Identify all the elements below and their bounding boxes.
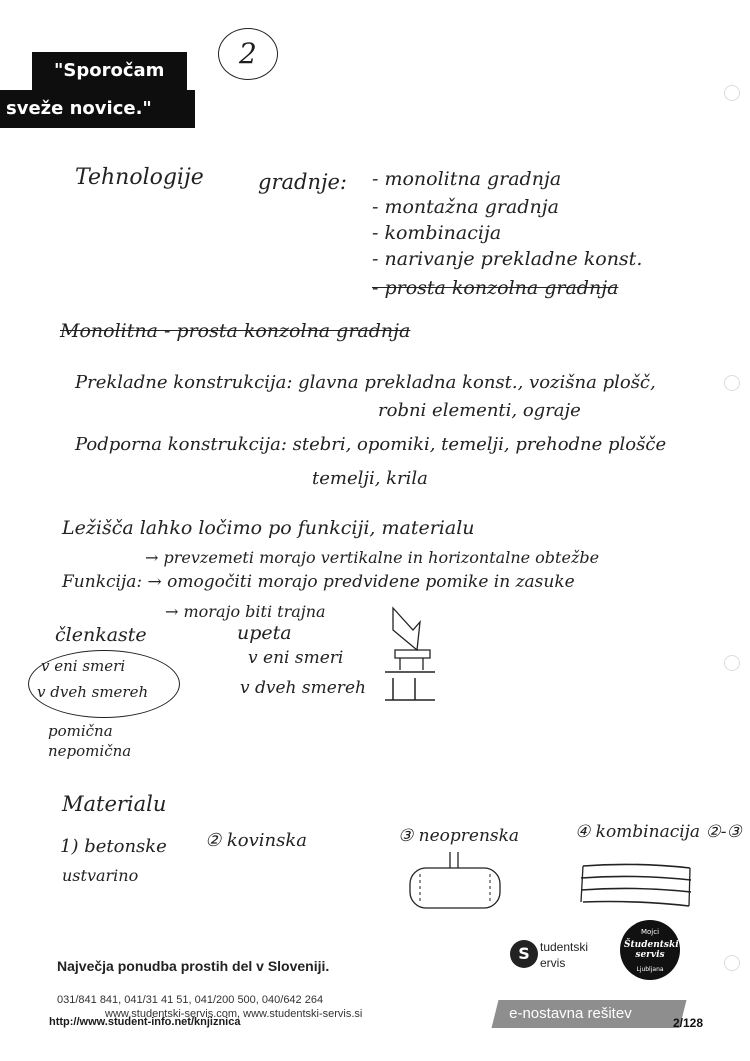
slogan-banner-line2: sveže novice."	[6, 98, 152, 119]
nepomicna-label: nepomična	[48, 742, 132, 760]
moj-studentski-servis-seal	[620, 920, 680, 980]
oval-line2: v dveh smereh	[37, 683, 149, 701]
footer-slogan: Največja ponudba prostih del v Sloveniji.	[57, 958, 330, 974]
list-item-montazna: - montažna gradnja	[372, 196, 559, 218]
podporna-konstrukcija: Podporna konstrukcija: stebri, opomiki, temelji, prehodne plošče	[75, 434, 667, 455]
funkcija-arrow-b: → morajo biti trajna	[165, 602, 326, 621]
struck-line-monolitna: Monolitna - prosta konzolna gradnja	[60, 320, 411, 342]
punch-hole-4	[724, 955, 740, 971]
prekladne-konstrukcija: Prekladne konstrukcija: glavna prekladna konst., vozišna plošč,	[75, 372, 656, 393]
neoprenska-label: ③ neoprenska	[398, 826, 520, 846]
list-item-kombinacija: - kombinacija	[372, 222, 502, 244]
kovinska-label: ② kovinska	[205, 830, 307, 851]
clenkaste-label: členkaste	[55, 624, 147, 646]
page-marker: 2	[239, 37, 257, 70]
kombinacija-label: ④ kombinacija ②-③	[575, 822, 742, 842]
ustvarino-label: ustvarino	[62, 866, 139, 885]
materialu-heading: Materialu	[62, 792, 167, 816]
enostavna-banner	[492, 1000, 687, 1028]
betonske-label: 1) betonske	[60, 836, 167, 857]
v-eni-smeri-label: v eni smeri	[248, 648, 344, 668]
podporna-cont: temelji, krila	[312, 468, 428, 489]
list-item-monolitna: - monolitna gradnja	[372, 168, 562, 190]
logo-text-line2: ervis	[540, 956, 566, 970]
footer-link[interactable]: http://www.student-info.net/knjiznica	[49, 1016, 241, 1028]
list-item-struck: - prosta konzolna gradnja	[372, 277, 619, 299]
bearing-sketch	[375, 600, 445, 715]
prekladne-cont: robni elementi, ograje	[378, 400, 581, 421]
seal-bottom: Ljubljana	[636, 966, 664, 973]
punch-hole-2	[724, 375, 740, 391]
funkcija-line: Funkcija: → omogočiti morajo predvidene pomike in zasuke	[62, 572, 575, 592]
footer-phones: 031/841 841, 041/31 41 51, 041/200 500, 040/642 264	[57, 994, 324, 1006]
pomicna-label: pomična	[48, 722, 113, 740]
logo-icon: S	[510, 940, 538, 968]
punch-hole-3	[724, 655, 740, 671]
page-number: 2/128	[673, 1016, 704, 1030]
seal-main: Študentski servis	[624, 940, 679, 960]
upeta-label: upeta	[237, 622, 292, 644]
studentski-servis-logo	[510, 932, 602, 978]
oval-line1: v eni smeri	[41, 657, 126, 675]
slogan-banner-line1: "Sporočam	[54, 60, 165, 81]
v-dveh-smereh-label: v dveh smereh	[240, 678, 366, 698]
footer-web: www.studentski-servis.com, www.studentski-servis.si	[105, 1008, 363, 1020]
oval-annotation	[28, 650, 180, 718]
lezisca-arrow-a: → prevzemeti morajo vertikalne in horizontalne obtežbe	[145, 548, 600, 567]
gradnje-label: gradnje:	[258, 170, 347, 194]
slogan-banner-top	[32, 52, 187, 90]
punch-hole-1	[724, 85, 740, 101]
list-item-narivanje: - narivanje prekladne konst.	[372, 248, 643, 270]
logo-text-line1: tudentski	[540, 940, 589, 954]
seal-top: Mojci	[640, 928, 660, 936]
lezisca-line: Ležišča lahko ločimo po funkciji, materialu	[62, 517, 475, 539]
page-marker-circle	[218, 28, 278, 80]
neoprene-sketch	[400, 850, 510, 920]
combination-sketch	[575, 860, 700, 920]
enostavna-text: e-nostavna rešitev	[509, 1005, 632, 1022]
slogan-banner-bottom	[0, 90, 195, 128]
heading-tehnologije: Tehnologije	[75, 165, 204, 190]
